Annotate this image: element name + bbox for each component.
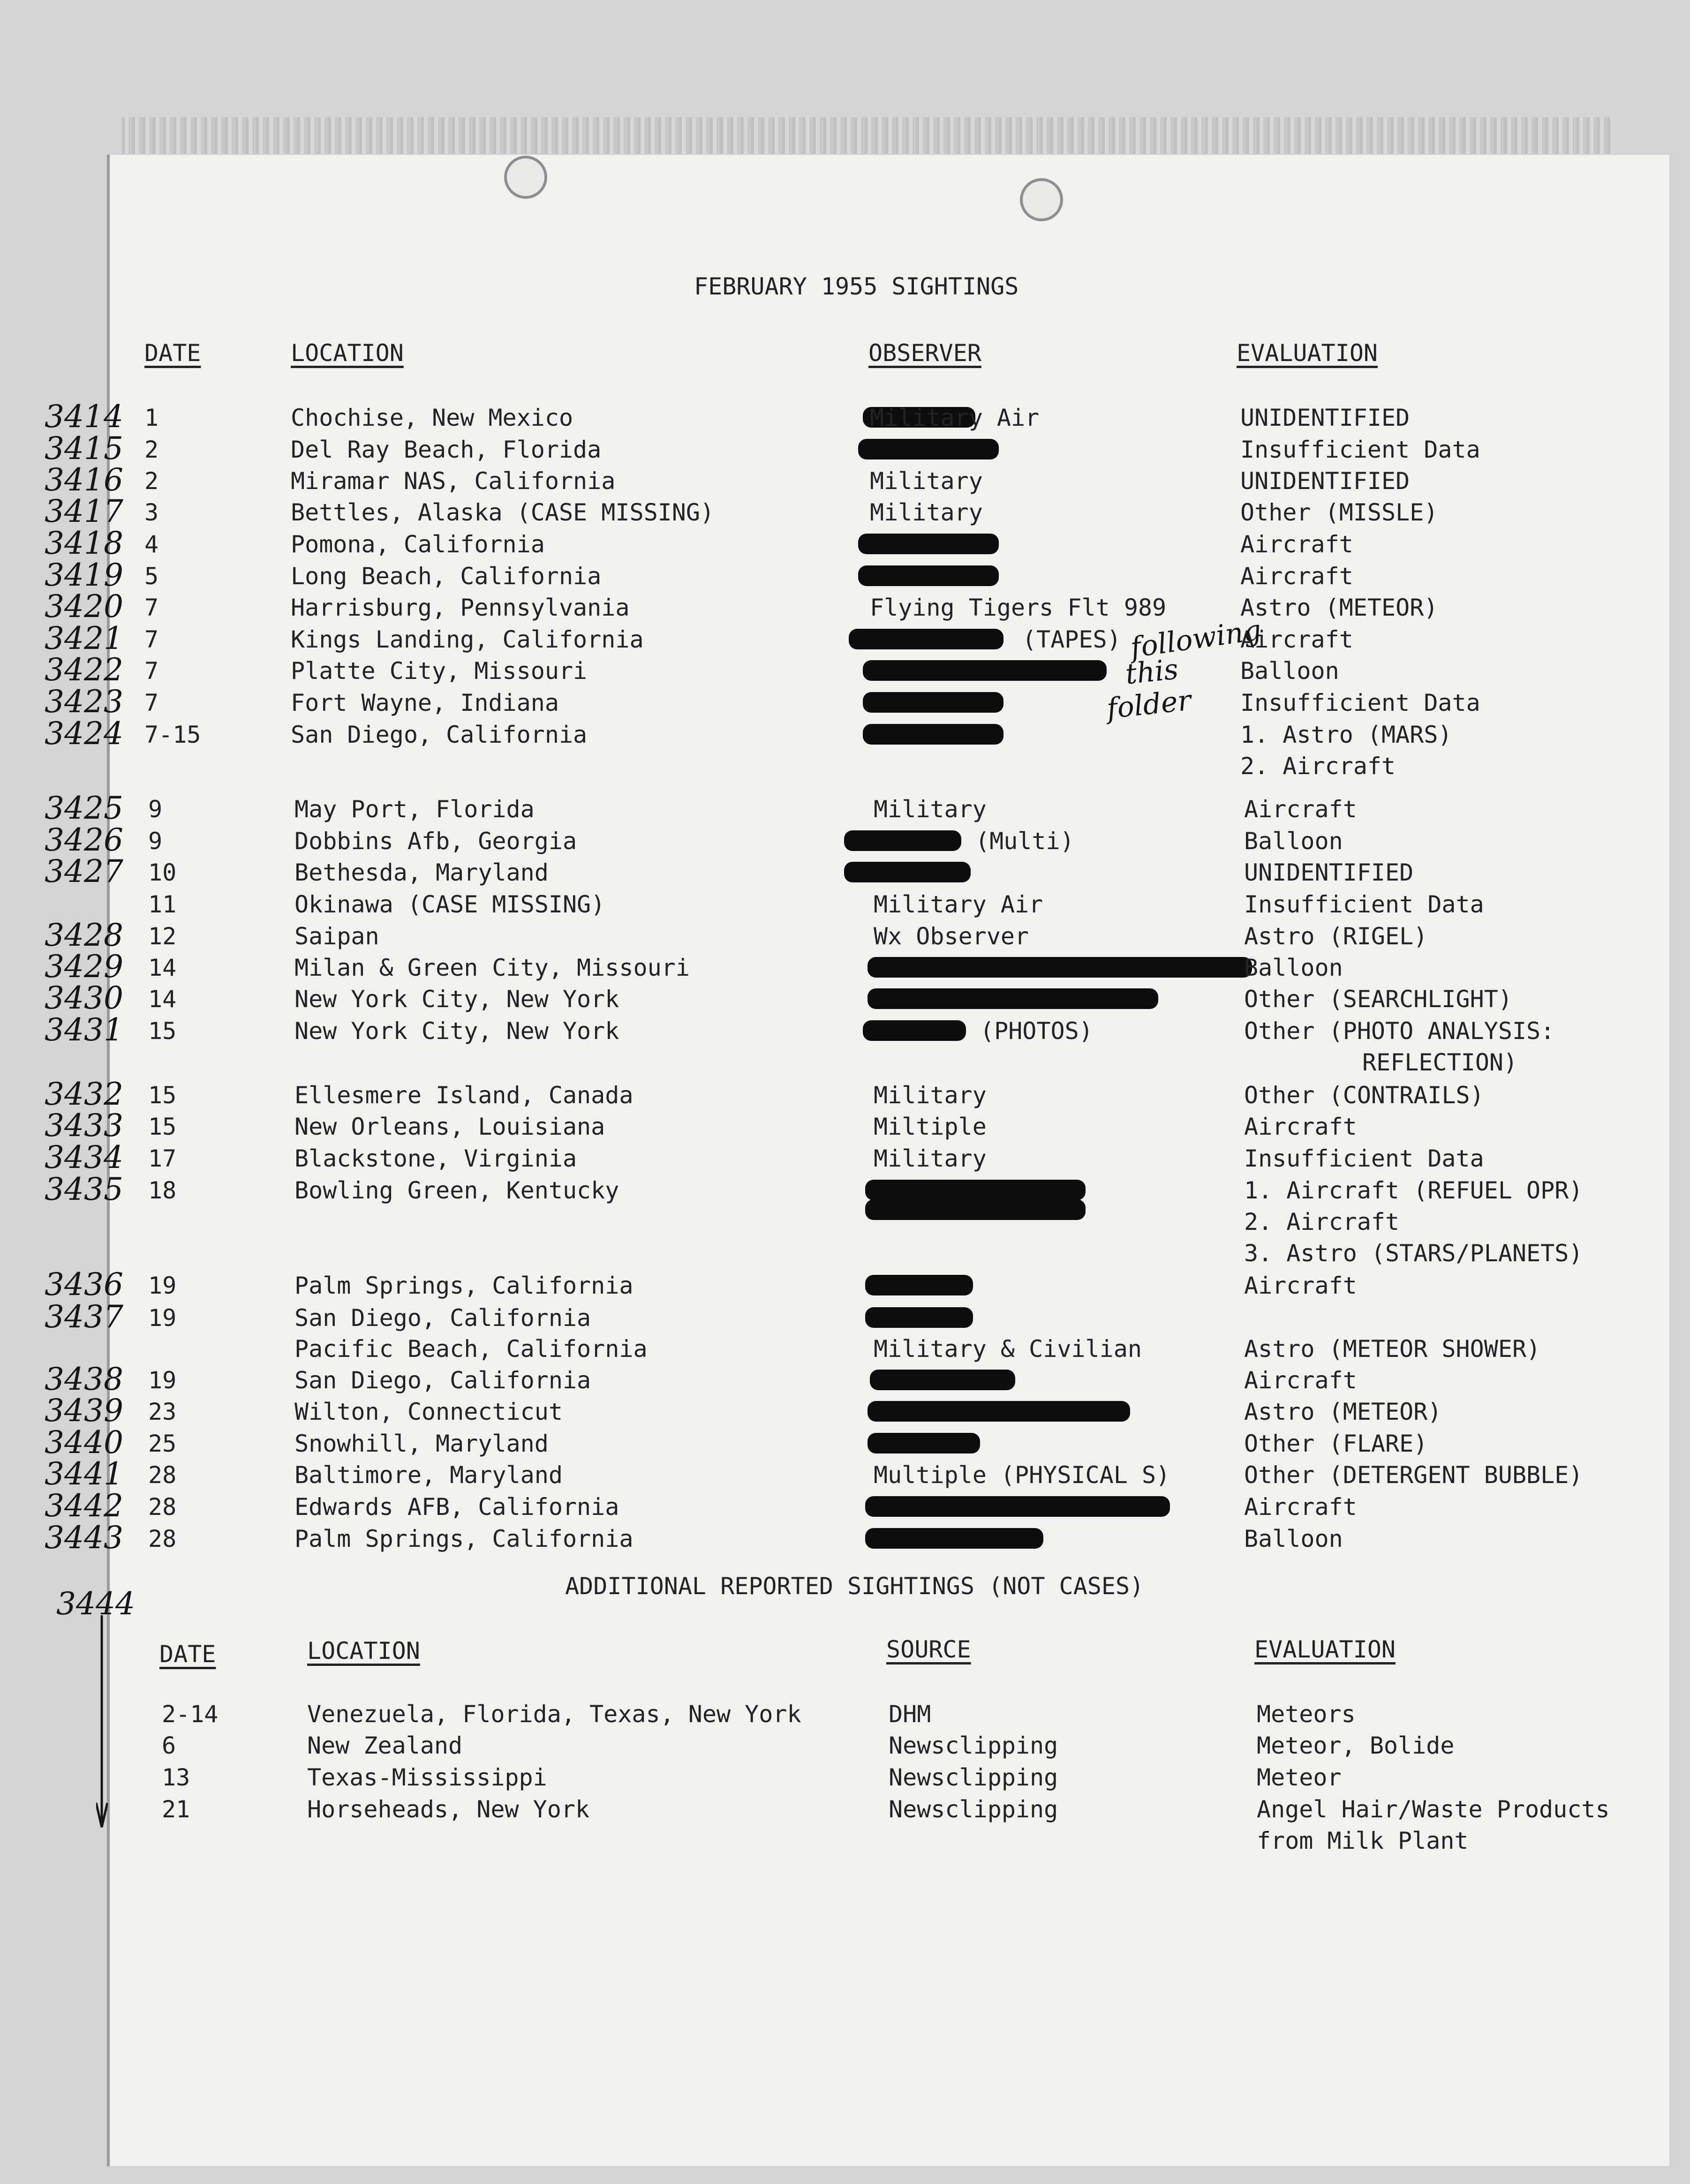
row-location: Blackstone, Virginia xyxy=(294,1145,577,1172)
observer-redaction xyxy=(844,862,971,882)
row-date: 3 xyxy=(144,499,159,526)
handwritten-case-number: 3430 xyxy=(45,980,123,1016)
row-evaluation: Insufficient Data xyxy=(1240,436,1480,463)
handwritten-case-number: 3426 xyxy=(45,822,123,858)
handwritten-case-number: 3442 xyxy=(45,1488,123,1524)
additional-header-evaluation: EVALUATION xyxy=(1254,1636,1396,1663)
observer-redaction xyxy=(858,565,999,586)
row-observer: (TAPES) xyxy=(1022,626,1121,653)
row-date: 7 xyxy=(144,657,159,685)
additional-row-location: Horseheads, New York xyxy=(307,1796,590,1823)
row-date: 7 xyxy=(144,689,159,716)
observer-redaction xyxy=(868,957,1252,978)
margin-note: this xyxy=(1124,653,1180,691)
row-location: Platte City, Missouri xyxy=(291,657,588,685)
row-evaluation: Other (DETERGENT BUBBLE) xyxy=(1244,1461,1583,1489)
row-location: Saipan xyxy=(294,923,379,950)
additional-row-source: Newsclipping xyxy=(889,1732,1058,1759)
handwritten-case-number: 3434 xyxy=(45,1139,123,1175)
header-date: DATE xyxy=(144,339,201,367)
observer-redaction xyxy=(870,1370,1015,1390)
row-evaluation: Astro (METEOR SHOWER) xyxy=(1244,1335,1541,1363)
additional-row-evaluation: Meteor xyxy=(1257,1764,1342,1791)
row-observer: Military xyxy=(874,1082,987,1109)
handwritten-case-number: 3425 xyxy=(45,790,123,826)
row-location: New York City, New York xyxy=(294,986,619,1013)
row-location: Snowhill, Maryland xyxy=(294,1430,549,1457)
row-evaluation: REFLECTION) xyxy=(1362,1049,1518,1076)
row-evaluation: 1. Aircraft (REFUEL OPR) xyxy=(1244,1177,1583,1204)
row-evaluation: Balloon xyxy=(1244,828,1343,855)
row-date: 5 xyxy=(144,563,159,590)
row-observer: (PHOTOS) xyxy=(980,1017,1093,1045)
row-location: Chochise, New Mexico xyxy=(291,404,573,431)
handwritten-case-number: 3419 xyxy=(45,557,123,593)
row-date: 9 xyxy=(148,828,163,855)
handwritten-case-number: 3427 xyxy=(45,853,123,889)
handwritten-case-number: 3432 xyxy=(45,1076,123,1112)
observer-redaction xyxy=(863,724,1003,745)
additional-row-location: Texas-Mississippi xyxy=(307,1764,547,1791)
handwritten-case-number: 3416 xyxy=(45,462,123,498)
handwritten-case-number: 3420 xyxy=(45,588,123,625)
row-date: 19 xyxy=(148,1367,177,1394)
handwritten-case-number: 3422 xyxy=(45,652,123,688)
additional-row-evaluation: Angel Hair/Waste Products xyxy=(1257,1796,1610,1823)
handwritten-case-number: 3443 xyxy=(45,1520,123,1556)
additional-row-date: 2-14 xyxy=(162,1701,219,1728)
observer-redaction xyxy=(865,1180,1086,1200)
row-location: San Diego, California xyxy=(294,1367,591,1394)
row-date: 14 xyxy=(148,986,177,1013)
observer-redaction xyxy=(858,439,999,459)
row-date: 18 xyxy=(148,1177,177,1204)
row-location: Del Ray Beach, Florida xyxy=(291,436,602,463)
observer-redaction xyxy=(863,692,1003,713)
row-date: 2 xyxy=(144,467,159,495)
row-location: New Orleans, Louisiana xyxy=(294,1113,605,1140)
row-date: 23 xyxy=(148,1398,177,1425)
row-observer: Flying Tigers Flt 989 xyxy=(870,594,1167,621)
row-location: Palm Springs, California xyxy=(294,1525,634,1552)
handwritten-case-number: 3438 xyxy=(45,1361,123,1397)
punch-hole-left xyxy=(504,156,547,199)
row-location: Harrisburg, Pennsylvania xyxy=(291,594,630,621)
row-location: Bettles, Alaska (CASE MISSING) xyxy=(291,499,715,526)
additional-row-source: DHM xyxy=(889,1701,931,1728)
punch-hole-right xyxy=(1020,178,1063,221)
row-date: 28 xyxy=(148,1461,177,1489)
row-location: May Port, Florida xyxy=(294,796,535,823)
observer-redaction xyxy=(865,1275,973,1295)
handwritten-case-number: 3444 xyxy=(56,1586,135,1622)
row-location: Palm Springs, California xyxy=(294,1272,634,1299)
row-evaluation: UNIDENTIFIED xyxy=(1240,404,1410,431)
row-evaluation: 3. Astro (STARS/PLANETS) xyxy=(1244,1240,1583,1267)
row-date: 12 xyxy=(148,923,177,950)
row-location: Wilton, Connecticut xyxy=(294,1398,563,1425)
row-date: 15 xyxy=(148,1082,177,1109)
observer-redaction xyxy=(865,1307,973,1328)
row-date: 19 xyxy=(148,1272,177,1299)
additional-row-date: 21 xyxy=(162,1796,190,1823)
row-location: Bowling Green, Kentucky xyxy=(294,1177,619,1204)
row-evaluation: Aircraft xyxy=(1244,796,1357,823)
additional-row-evaluation: Meteors xyxy=(1257,1701,1356,1728)
handwritten-case-number: 3431 xyxy=(45,1012,123,1048)
row-date: 7 xyxy=(144,594,159,621)
row-date: 28 xyxy=(148,1525,177,1552)
row-evaluation: Aircraft xyxy=(1244,1493,1357,1521)
row-evaluation: Aircraft xyxy=(1240,563,1353,590)
additional-header-location: LOCATION xyxy=(307,1637,420,1664)
additional-row-location: New Zealand xyxy=(307,1732,463,1759)
row-evaluation: Other (MISSLE) xyxy=(1240,499,1438,526)
header-evaluation: EVALUATION xyxy=(1237,339,1378,367)
row-evaluation: Other (SEARCHLIGHT) xyxy=(1244,986,1512,1013)
row-evaluation: Aircraft xyxy=(1244,1113,1357,1140)
additional-row-source: Newsclipping xyxy=(889,1764,1058,1791)
row-date: 15 xyxy=(148,1113,177,1140)
row-evaluation: Other (CONTRAILS) xyxy=(1244,1082,1484,1109)
handwritten-case-number: 3429 xyxy=(45,949,123,985)
row-observer: Military xyxy=(874,796,987,823)
row-location: Bethesda, Maryland xyxy=(294,859,549,886)
observer-redaction xyxy=(868,1401,1130,1422)
row-evaluation: Insufficient Data xyxy=(1244,891,1484,918)
header-observer: OBSERVER xyxy=(868,339,981,367)
row-evaluation: 2. Aircraft xyxy=(1244,1208,1400,1235)
row-date: 17 xyxy=(148,1145,177,1172)
row-observer: Military xyxy=(870,467,983,495)
header-location: LOCATION xyxy=(291,339,404,367)
row-observer: Wx Observer xyxy=(874,923,1029,950)
additional-row-evaluation: Meteor, Bolide xyxy=(1257,1732,1455,1759)
observer-redaction xyxy=(865,1199,1086,1220)
row-date: 25 xyxy=(148,1430,177,1457)
observer-redaction xyxy=(863,1020,966,1041)
row-observer: Miltiple xyxy=(874,1113,987,1140)
row-evaluation: Other (PHOTO ANALYSIS: xyxy=(1244,1017,1555,1045)
row-location: Pacific Beach, California xyxy=(294,1335,648,1363)
row-location: Pomona, California xyxy=(291,531,545,558)
row-evaluation: Aircraft xyxy=(1244,1367,1357,1394)
row-evaluation: Astro (RIGEL) xyxy=(1244,923,1428,950)
observer-redaction xyxy=(868,1433,980,1453)
row-location: Ellesmere Island, Canada xyxy=(294,1082,634,1109)
row-location: San Diego, California xyxy=(291,721,588,748)
handwritten-case-number: 3421 xyxy=(45,620,123,656)
handwritten-case-number: 3440 xyxy=(45,1424,123,1461)
handwritten-case-number: 3418 xyxy=(45,525,123,561)
row-date: 7 xyxy=(144,626,159,653)
handwritten-case-number: 3441 xyxy=(45,1456,123,1492)
row-evaluation: Balloon xyxy=(1240,657,1339,685)
observer-redaction xyxy=(863,660,1107,681)
row-date: 7-15 xyxy=(144,721,201,748)
observer-redaction xyxy=(858,534,999,554)
handwritten-case-number: 3414 xyxy=(45,399,123,435)
observer-redaction xyxy=(849,629,1003,649)
row-date: 11 xyxy=(148,891,177,918)
observer-redaction xyxy=(844,830,961,851)
handwritten-case-number: 3437 xyxy=(45,1299,123,1335)
row-observer: Military Air xyxy=(870,404,1040,431)
additional-title: ADDITIONAL REPORTED SIGHTINGS (NOT CASES) xyxy=(565,1573,1144,1600)
row-date: 4 xyxy=(144,531,159,558)
row-location: Edwards AFB, California xyxy=(294,1493,619,1521)
row-observer: Multiple (PHYSICAL S) xyxy=(874,1461,1170,1489)
row-location: Fort Wayne, Indiana xyxy=(291,689,559,716)
observer-redaction xyxy=(865,1496,1170,1517)
row-location: Long Beach, California xyxy=(291,563,602,590)
row-evaluation: Aircraft xyxy=(1244,1272,1357,1299)
handwritten-case-number: 3424 xyxy=(45,715,123,752)
row-location: Okinawa (CASE MISSING) xyxy=(294,891,605,918)
row-location: Miramar NAS, California xyxy=(291,467,616,495)
observer-redaction xyxy=(868,988,1158,1009)
row-date: 15 xyxy=(148,1017,177,1045)
observer-redaction xyxy=(865,1528,1043,1549)
additional-row-date: 13 xyxy=(162,1764,190,1791)
row-evaluation: Insufficient Data xyxy=(1244,1145,1484,1172)
handwritten-case-number: 3433 xyxy=(45,1107,123,1144)
row-evaluation: Other (FLARE) xyxy=(1244,1430,1428,1457)
handwritten-case-number: 3439 xyxy=(45,1393,123,1429)
row-evaluation: Balloon xyxy=(1244,1525,1343,1552)
row-location: San Diego, California xyxy=(294,1304,591,1332)
page-title: FEBRUARY 1955 SIGHTINGS xyxy=(694,273,1019,300)
row-evaluation: 2. Aircraft xyxy=(1240,753,1396,780)
additional-row-source: Newsclipping xyxy=(889,1796,1058,1823)
row-date: 19 xyxy=(148,1304,177,1332)
row-evaluation: Aircraft xyxy=(1240,626,1353,653)
row-evaluation: Insufficient Data xyxy=(1240,689,1480,716)
down-arrow-icon xyxy=(96,1615,108,1831)
row-observer: (Multi) xyxy=(975,828,1074,855)
row-date: 2 xyxy=(144,436,159,463)
row-date: 10 xyxy=(148,859,177,886)
row-evaluation: UNIDENTIFIED xyxy=(1244,859,1414,886)
handwritten-case-number: 3417 xyxy=(45,493,123,529)
row-observer: Military xyxy=(874,1145,987,1172)
row-observer: Military xyxy=(870,499,983,526)
row-location: Kings Landing, California xyxy=(291,626,644,653)
row-location: Baltimore, Maryland xyxy=(294,1461,563,1489)
row-observer: Military & Civilian xyxy=(874,1335,1142,1363)
handwritten-case-number: 3415 xyxy=(45,430,123,467)
row-observer: Military Air xyxy=(874,891,1043,918)
row-date: 1 xyxy=(144,404,159,431)
row-evaluation: Astro (METEOR) xyxy=(1240,594,1438,621)
row-evaluation: 1. Astro (MARS) xyxy=(1240,721,1452,748)
row-date: 14 xyxy=(148,954,177,981)
row-date: 9 xyxy=(148,796,163,823)
margin-note: following xyxy=(1128,613,1263,665)
row-location: Dobbins Afb, Georgia xyxy=(294,828,577,855)
row-evaluation: Balloon xyxy=(1244,954,1343,981)
row-evaluation: UNIDENTIFIED xyxy=(1240,467,1410,495)
handwritten-case-number: 3428 xyxy=(45,917,123,953)
additional-row-date: 6 xyxy=(162,1732,176,1759)
row-date: 28 xyxy=(148,1493,177,1521)
additional-header-source: SOURCE xyxy=(886,1636,971,1663)
row-location: Milan & Green City, Missouri xyxy=(294,954,690,981)
row-evaluation: Aircraft xyxy=(1240,531,1353,558)
additional-row-evaluation: from Milk Plant xyxy=(1257,1827,1469,1854)
additional-row-location: Venezuela, Florida, Texas, New York xyxy=(307,1701,801,1728)
handwritten-case-number: 3436 xyxy=(45,1266,123,1303)
row-evaluation: Astro (METEOR) xyxy=(1244,1398,1442,1425)
handwritten-case-number: 3435 xyxy=(45,1171,123,1207)
row-location: New York City, New York xyxy=(294,1017,619,1045)
handwritten-case-number: 3423 xyxy=(45,684,123,720)
margin-note: folder xyxy=(1105,684,1193,726)
additional-header-date: DATE xyxy=(159,1641,216,1668)
